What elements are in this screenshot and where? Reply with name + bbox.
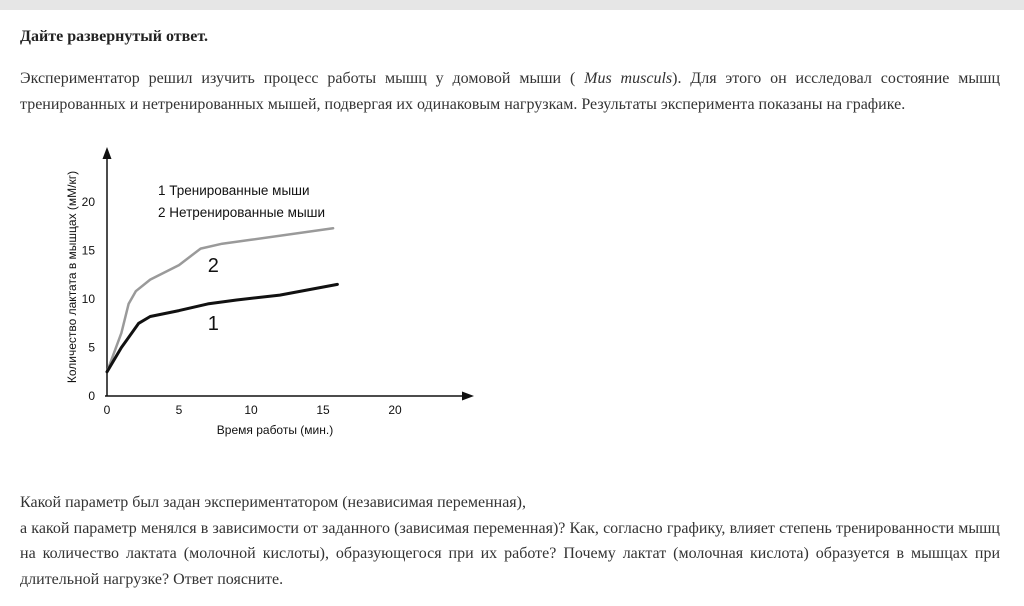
question-paragraph: [20, 490, 1000, 592]
intro-paragraph: [20, 66, 1000, 117]
y-tick-label: 15: [81, 243, 95, 258]
question-rest: а какой параметр менялся в зависимости от заданного (зависимая переменная)? Как, согласно графику, влияет степень тренированности мышц на количество лактата (молочной кислоты), образующегося при их работе? Почему лактат (молочная кислота) образуется в мышцах при длительной нагрузке? Ответ поясните.: [20, 519, 1000, 588]
x-tick-label: 5: [175, 403, 183, 417]
top-bar: [0, 0, 1024, 10]
y-tick-label: 10: [81, 292, 95, 306]
y-axis-label: Количество лактата в мышцах (мМ/кг): [65, 170, 79, 384]
series-label-2: 2: [207, 254, 219, 277]
y-tick-label: 0: [88, 389, 95, 403]
task-heading: Дайте развернутый ответ.: [20, 28, 208, 45]
legend-item-1: 1 Тренированные мыши: [158, 183, 310, 198]
x-tick-label: 15: [316, 403, 330, 417]
lactate-chart: [60, 145, 480, 450]
x-tick-label: 20: [388, 403, 402, 417]
series-line-2: [107, 228, 333, 372]
x-tick-label: 0: [103, 403, 111, 417]
intro-text-2: ). Для этого он исследовал состояние мышц тренированных и нетренированных мышей, подвергая их одинаковым нагрузкам. Результаты эксперимента показаны на графике.: [20, 70, 1000, 113]
y-tick-label: 20: [81, 195, 95, 209]
series-line-1: [107, 284, 337, 371]
question-line-1: Какой параметр был задан экспериментатором (независимая переменная),: [20, 494, 526, 511]
legend-item-2: 2 Нетренированные мыши: [158, 205, 326, 220]
species-name: Mus musculs: [584, 70, 673, 87]
x-tick-label: 10: [244, 403, 258, 417]
x-axis-label: Время работы (мин.): [216, 423, 334, 437]
intro-text-1: Экспериментатор решил изучить процесс работы мышц у домовой мыши (: [20, 70, 585, 87]
y-tick-label: 5: [88, 340, 95, 355]
chart-svg: [60, 145, 480, 445]
series-label-1: 1: [207, 313, 219, 336]
